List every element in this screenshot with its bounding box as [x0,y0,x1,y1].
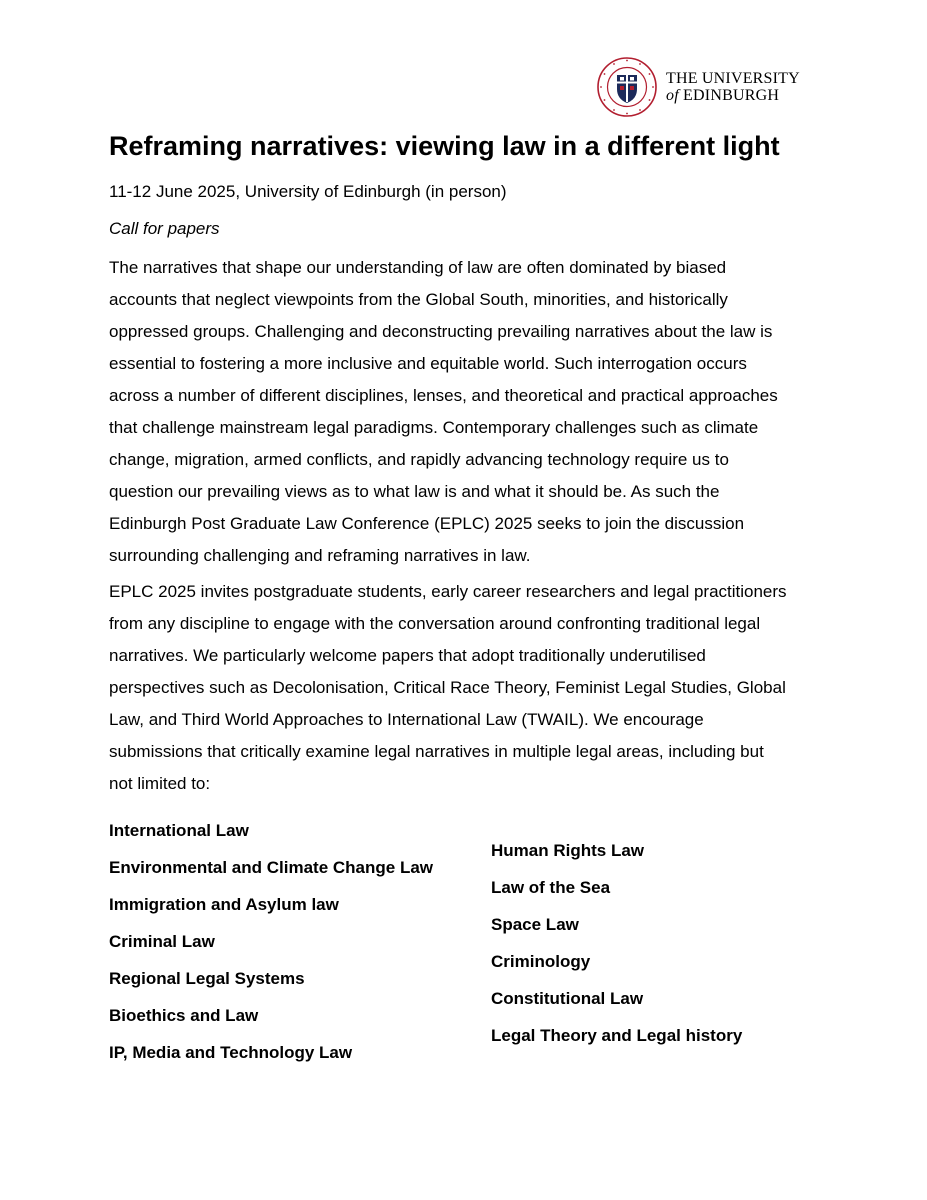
paragraph-line: perspectives such as Decolonisation, Critical Race Theory, Feminist Legal Studies, Global [109,678,786,697]
paragraph-line: essential to fostering a more inclusive and equitable world. Such interrogation occurs [109,354,747,373]
legal-area-item: Criminology [491,952,591,971]
event-date-location: 11-12 June 2025, University of Edinburgh (in person) [109,182,507,201]
paragraph-line: oppressed groups. Challenging and deconstructing prevailing narratives about the law is [109,322,773,341]
paragraph-line: narratives. We particularly welcome papers that adopt traditionally underutilised [109,646,706,665]
paragraph-line: accounts that neglect viewpoints from the Global South, minorities, and historically [109,290,728,309]
paragraph-line: Edinburgh Post Graduate Law Conference (EPLC) 2025 seeks to join the discussion [109,514,745,533]
university-wordmark [666,70,800,104]
paragraph-line: The narratives that shape our understanding of law are often dominated by biased [109,258,727,277]
legal-area-item: Criminal Law [109,932,215,951]
legal-area-item: Regional Legal Systems [109,969,305,988]
page-title: Reframing narratives: viewing law in a different light [109,131,780,161]
wordmark-edinburgh: EDINBURGH [678,87,780,104]
legal-area-item: Human Rights Law [491,841,645,860]
legal-areas-right-column [491,839,742,1061]
paragraph-line: change, migration, armed conflicts, and rapidly advancing technology require us to [109,450,729,469]
paragraph-line: Law, and Third World Approaches to International Law (TWAIL). We encourage [109,710,704,729]
legal-area-item: Immigration and Asylum law [109,895,339,914]
legal-areas-left-column [109,819,433,1078]
paragraph-line: across a number of different disciplines, lenses, and theoretical and practical approaches [109,386,778,405]
paragraph-line: question our prevailing views as to what law is and what it should be. As such the [109,482,720,501]
wordmark-line1: THE UNIVERSITY [666,70,800,87]
legal-area-item: International Law [109,821,249,840]
university-logo [596,56,800,118]
legal-area-item: Law of the Sea [491,878,611,897]
wordmark-of: of [666,87,679,104]
paragraph-line: submissions that critically examine legal narratives in multiple legal areas, including but [109,742,764,761]
paragraph-line: from any discipline to engage with the conversation around confronting traditional legal [109,614,761,633]
legal-area-item: Bioethics and Law [109,1006,259,1025]
intro-paragraph [109,252,839,572]
legal-area-item: Legal Theory and Legal history [491,1026,743,1045]
legal-area-item: Constitutional Law [491,989,644,1008]
paragraph-line: EPLC 2025 invites postgraduate students, early career researchers and legal practitioners [109,582,787,601]
university-crest-icon [596,56,658,118]
legal-area-item: Environmental and Climate Change Law [109,858,434,877]
call-for-papers-label: Call for papers [109,219,220,238]
paragraph-line: surrounding challenging and reframing narratives in law. [109,546,531,565]
legal-area-item: IP, Media and Technology Law [109,1043,353,1062]
paragraph-line: not limited to: [109,774,211,793]
invitation-paragraph [109,576,839,800]
legal-area-item: Space Law [491,915,579,934]
wordmark-line2 [666,87,800,104]
paragraph-line: that challenge mainstream legal paradigms. Contemporary challenges such as climate [109,418,759,437]
